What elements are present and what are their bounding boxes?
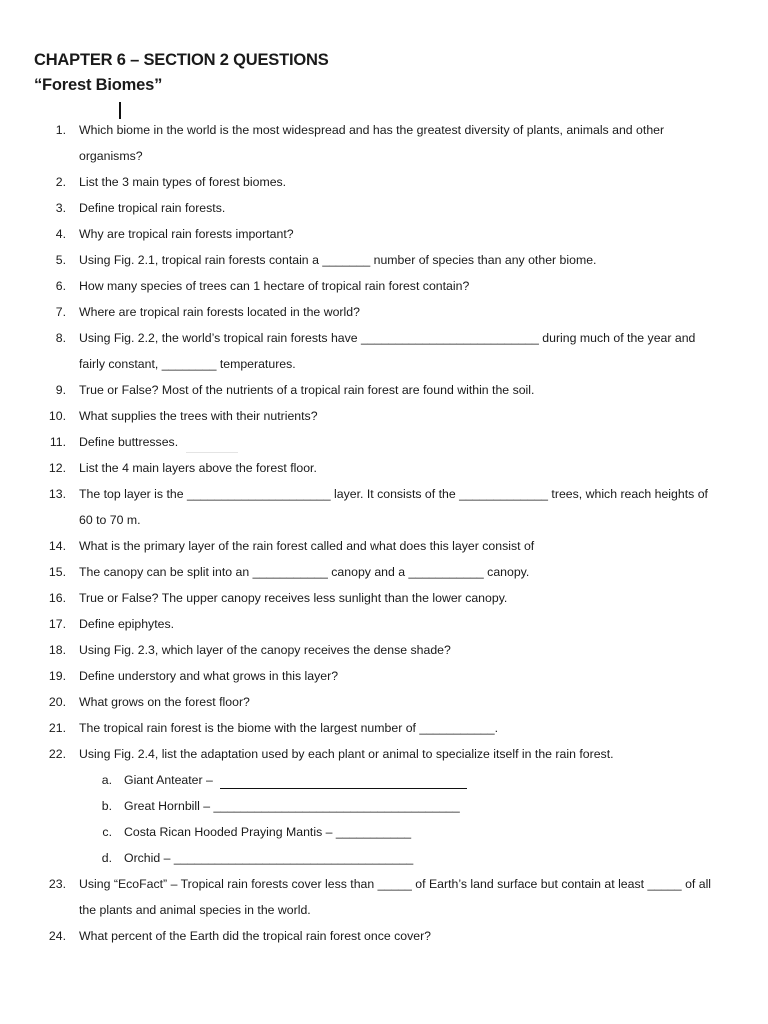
question-number: 23.: [48, 877, 66, 891]
question-number: 7.: [55, 305, 66, 319]
question-text: organisms?: [79, 149, 143, 163]
sub-item-text: Giant Anteater –: [124, 773, 213, 787]
question-text: the plants and animal species in the world.: [79, 903, 311, 917]
sub-item-letter: b.: [101, 799, 112, 813]
question-text: Define buttresses.: [79, 435, 179, 449]
question-text: Using Fig. 2.3, which layer of the canopy receives the dense shade?: [79, 643, 451, 657]
question-number: 22.: [48, 747, 66, 761]
question-number: 19.: [48, 669, 66, 683]
question-text: List the 3 main types of forest biomes.: [79, 175, 287, 189]
question-text: What percent of the Earth did the tropical rain forest once cover?: [79, 929, 432, 943]
faint-underline: [186, 439, 238, 453]
page-title: CHAPTER 6 – SECTION 2 QUESTIONS: [34, 51, 329, 69]
question-number: 8.: [55, 331, 66, 345]
question-text: Which biome in the world is the most widespread and has the greatest diversity of plants, animals and other: [79, 123, 665, 137]
question-text: True or False? The upper canopy receives less sunlight than the lower canopy.: [79, 591, 508, 605]
question-number: 4.: [55, 227, 66, 241]
question-text: Why are tropical rain forests important?: [79, 227, 294, 241]
question-number: 11.: [49, 435, 66, 449]
question-text: The tropical rain forest is the biome with the largest number of ___________.: [79, 721, 499, 735]
question-number: 18.: [48, 643, 66, 657]
question-text: How many species of trees can 1 hectare of tropical rain forest contain?: [79, 279, 470, 293]
question-text: Using Fig. 2.2, the world’s tropical rain forests have __________________________ during much of the year and: [79, 331, 696, 345]
question-number: 16.: [48, 591, 66, 605]
question-number: 21.: [48, 721, 66, 735]
sub-item-letter: d.: [101, 851, 112, 865]
question-text: fairly constant, ________ temperatures.: [79, 357, 296, 371]
question-text: What supplies the trees with their nutrients?: [79, 409, 318, 423]
question-number: 5.: [55, 253, 66, 267]
question-number: 13.: [48, 487, 66, 501]
question-number: 10.: [48, 409, 66, 423]
question-number: 24.: [48, 929, 66, 943]
question-text: 60 to 70 m.: [79, 513, 141, 527]
question-text: Define tropical rain forests.: [79, 201, 226, 215]
question-text: True or False? Most of the nutrients of a tropical rain forest are found within the soil.: [79, 383, 535, 397]
question-number: 15.: [48, 565, 66, 579]
sub-item-letter: a.: [101, 773, 112, 787]
question-number: 2.: [55, 175, 66, 189]
question-number: 3.: [55, 201, 66, 215]
page-subtitle: “Forest Biomes”: [34, 76, 163, 94]
question-text: Using Fig. 2.4, list the adaptation used by each plant or animal to specialize itself in the rain forest.: [79, 747, 614, 761]
question-text: Define epiphytes.: [79, 617, 175, 631]
question-number: 9.: [55, 383, 66, 397]
sub-item-text: Costa Rican Hooded Praying Mantis – ___________: [124, 825, 412, 839]
sub-item-text: Great Hornbill – ____________________________________: [124, 799, 460, 813]
question-number: 6.: [55, 279, 66, 293]
question-number: 14.: [48, 539, 66, 553]
question-number: 20.: [48, 695, 66, 709]
question-text: What is the primary layer of the rain forest called and what does this layer consist of: [79, 539, 535, 553]
question-text: Define understory and what grows in this layer?: [79, 669, 339, 683]
question-number: 17.: [48, 617, 66, 631]
question-text: What grows on the forest floor?: [79, 695, 250, 709]
question-text: List the 4 main layers above the forest floor.: [79, 461, 317, 475]
sub-item-text: Orchid – ___________________________________: [124, 851, 414, 865]
question-text: Using “EcoFact” – Tropical rain forests cover less than _____ of Earth’s land surface but contain at least _____ of all: [79, 877, 712, 891]
sub-item-letter: c.: [102, 825, 112, 839]
answer-line-giant-anteater: [220, 788, 467, 789]
question-text: Using Fig. 2.1, tropical rain forests contain a _______ number of species than any other biome.: [79, 253, 597, 267]
question-text: The top layer is the _____________________ layer. It consists of the _____________ trees, which reach heights of: [79, 487, 708, 501]
question-text: The canopy can be split into an ___________ canopy and a ___________ canopy.: [79, 565, 530, 579]
text-cursor: [119, 102, 121, 119]
question-text: Where are tropical rain forests located in the world?: [79, 305, 360, 319]
question-number: 12.: [48, 461, 66, 475]
question-number: 1.: [55, 123, 66, 137]
